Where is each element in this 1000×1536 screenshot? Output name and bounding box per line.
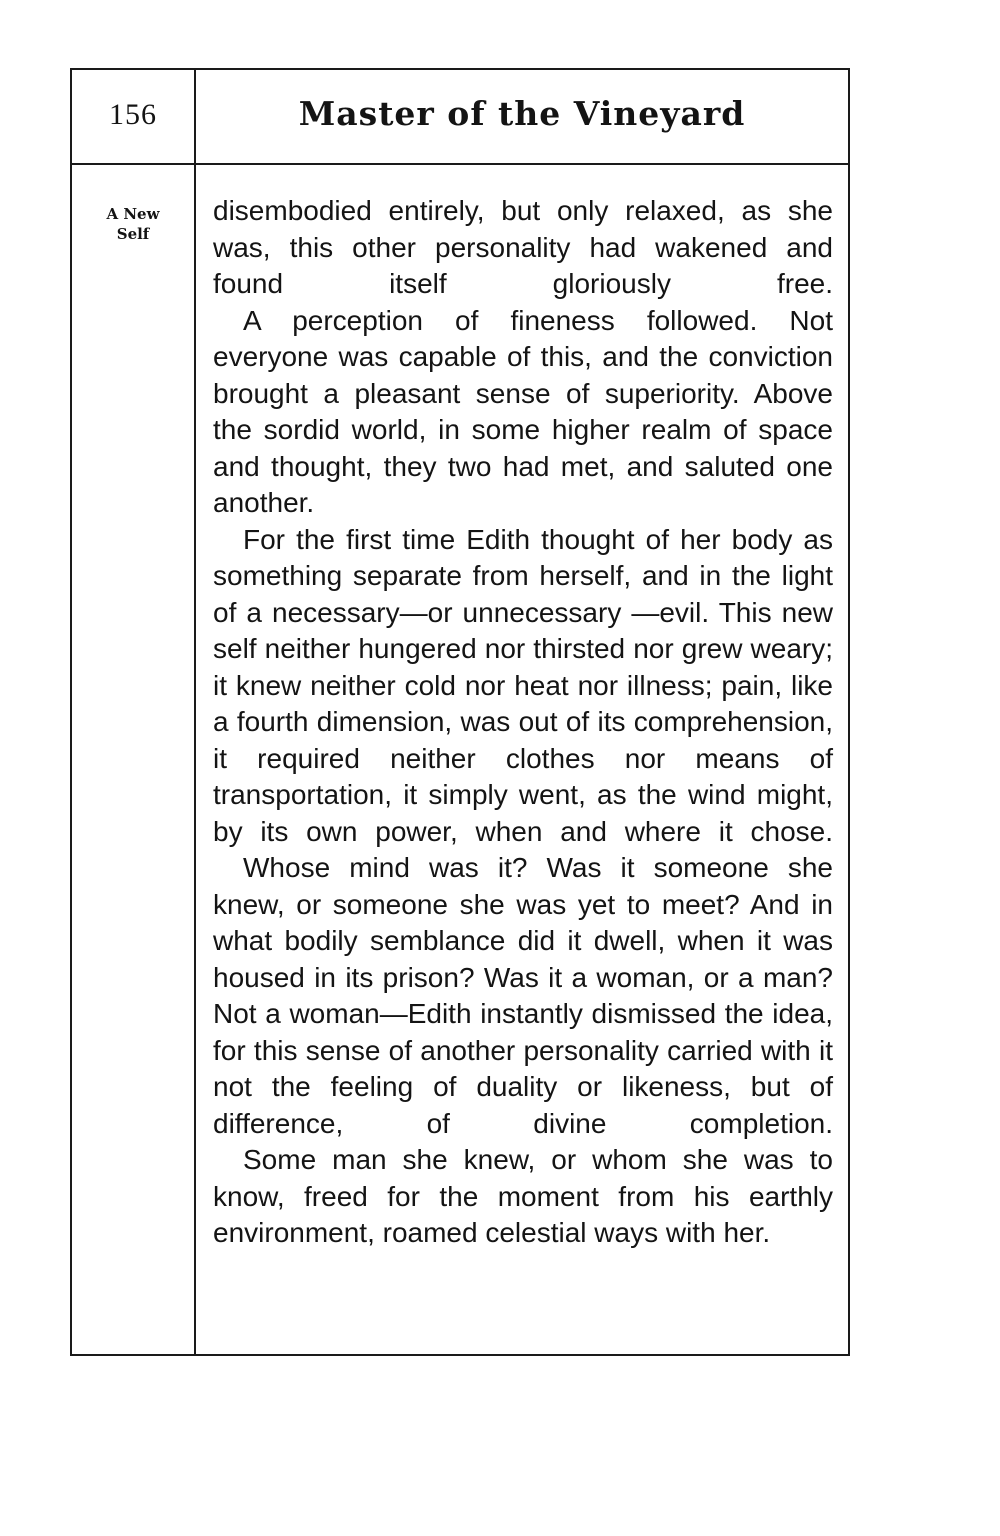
margin-column-rule bbox=[194, 70, 196, 1354]
paragraph: disembodied entirely, but only relaxed, as she was, this other personality had wakened and found itself gloriously free. bbox=[213, 195, 833, 299]
running-title: Master of the Vineyard bbox=[298, 94, 746, 133]
header-rule bbox=[72, 163, 848, 165]
paragraph: For the first time Edith thought of her body as something separate from herself, and in the light of a necessary—or unnecessary —evil. This new self neither hungered nor thirsted nor grew weary; it knew neither cold nor heat nor illness; pain, like a fourth dimension, was out of its comprehension, it required neither clothes nor means of transportation, it simply went, as the wind might, by its own power, when and where it chose. bbox=[213, 523, 833, 847]
paragraph: Some man she knew, or whom she was to know, freed for the moment from his earthly environment, roamed celestial ways with her. bbox=[213, 1144, 833, 1248]
body-text bbox=[213, 193, 833, 1252]
page-frame bbox=[70, 68, 850, 1356]
paragraph: A perception of fineness followed. Not everyone was capable of this, and the conviction brought a pleasant sense of superiority. Above the sordid world, in some higher realm of space and thought, they two had met, and saluted one another. bbox=[213, 304, 833, 518]
marginal-note bbox=[72, 204, 194, 244]
marginal-note-line: A New bbox=[106, 205, 160, 223]
paragraph: Whose mind was it? Was it someone she knew, or someone she was yet to meet? And in what bodily semblance did it dwell, when it was housed in its prison? Was it a woman, or a man? Not a woman—Edith instantly dismissed the idea, for this sense of another personality carried with it not the feeling of duality or likeness, but of difference, of divine completion. bbox=[213, 852, 833, 1139]
page-number: 156 bbox=[109, 98, 157, 131]
marginal-note-line: Self bbox=[116, 225, 150, 243]
